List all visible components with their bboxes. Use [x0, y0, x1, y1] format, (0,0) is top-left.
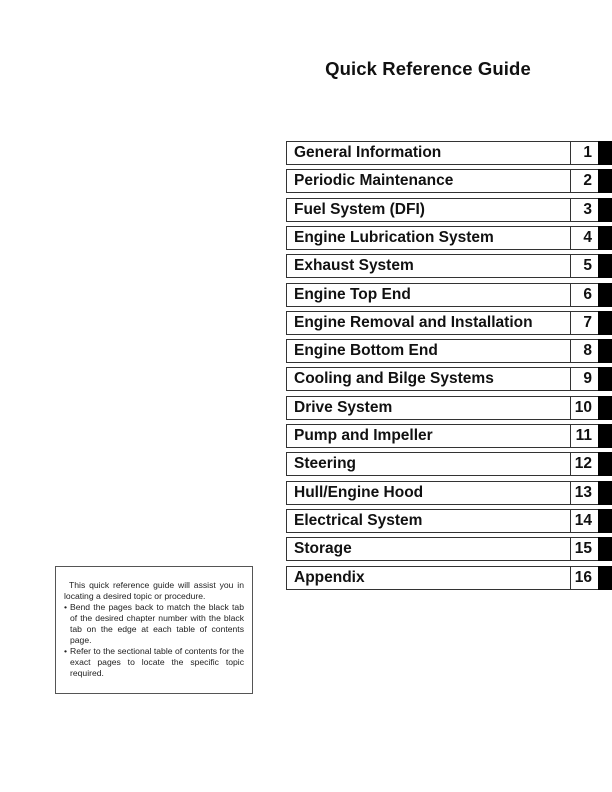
usage-note-box: [55, 566, 253, 694]
chapter-title: Engine Removal and Installation: [294, 313, 533, 331]
chapter-title: Appendix: [294, 568, 365, 586]
chapter-title: Fuel System (DFI): [294, 200, 425, 218]
chapter-row[interactable]: [286, 254, 612, 278]
chapter-row[interactable]: [286, 367, 612, 391]
black-tab-marker: [598, 198, 612, 222]
black-tab-marker: [598, 367, 612, 391]
black-tab-marker: [598, 254, 612, 278]
black-tab-marker: [598, 339, 612, 363]
chapter-row[interactable]: [286, 424, 612, 448]
chapter-row[interactable]: [286, 311, 612, 335]
chapter-number: 5: [583, 257, 592, 275]
chapter-row[interactable]: [286, 169, 612, 193]
chapter-row[interactable]: [286, 566, 612, 590]
black-tab-marker: [598, 226, 612, 250]
chapter-title: Exhaust System: [294, 257, 414, 275]
chapter-title: Pump and Impeller: [294, 427, 433, 444]
black-tab-marker: [598, 169, 612, 193]
chapter-row[interactable]: [286, 452, 612, 476]
chapter-number: 8: [583, 342, 592, 360]
chapter-number: 2: [583, 172, 592, 190]
black-tab-marker: [598, 424, 612, 448]
black-tab-marker: [598, 481, 612, 505]
black-tab-marker: [598, 141, 612, 165]
chapter-title: Engine Lubrication System: [294, 228, 494, 246]
chapter-number: 16: [574, 568, 592, 586]
chapter-row[interactable]: [286, 283, 612, 307]
chapter-title: Cooling and Bilge Systems: [294, 370, 494, 388]
chapter-number: 9: [583, 370, 592, 388]
note-bullet: • Bend the pages back to match the black tab of the desired chapter number with the black tab on the edge at each table of contents page.: [64, 602, 244, 646]
chapter-title: Drive System: [294, 398, 393, 416]
chapter-title: Storage: [294, 540, 352, 558]
black-tab-marker: [598, 537, 612, 561]
chapter-number: 3: [583, 200, 592, 218]
chapter-title: General Information: [294, 144, 442, 161]
chapter-number: 7: [583, 313, 592, 331]
chapter-number: 11: [575, 427, 592, 444]
chapter-number: 6: [583, 285, 592, 303]
chapter-row[interactable]: [286, 141, 612, 165]
black-tab-marker: [598, 566, 612, 590]
chapter-number: 14: [574, 511, 592, 529]
chapter-row[interactable]: [286, 396, 612, 420]
chapter-row[interactable]: [286, 481, 612, 505]
chapter-row[interactable]: [286, 509, 612, 533]
chapter-title: Steering: [294, 455, 357, 473]
note-intro: This quick reference guide will assist you in locating a desired topic or procedure.: [64, 580, 244, 601]
chapter-title: Periodic Maintenance: [294, 172, 454, 190]
chapter-row[interactable]: [286, 537, 612, 561]
chapter-title: Electrical System: [294, 511, 423, 529]
chapter-number: 1: [583, 144, 592, 161]
black-tab-marker: [598, 396, 612, 420]
chapter-number: 10: [574, 398, 592, 416]
chapter-number: 4: [583, 228, 592, 246]
page-title: Quick Reference Guide: [325, 58, 531, 79]
chapter-row[interactable]: [286, 339, 612, 363]
chapter-number: 13: [574, 483, 592, 501]
chapter-row[interactable]: [286, 226, 612, 250]
chapter-number: 12: [574, 455, 592, 473]
chapter-title: Engine Bottom End: [294, 342, 438, 360]
chapter-number: 15: [574, 540, 592, 558]
chapter-title: Hull/Engine Hood: [294, 483, 424, 501]
black-tab-marker: [598, 509, 612, 533]
black-tab-marker: [598, 311, 612, 335]
chapter-title: Engine Top End: [294, 285, 411, 303]
note-bullet: • Refer to the sectional table of contents for the exact pages to locate the specific topic required.: [64, 646, 244, 679]
chapter-row[interactable]: [286, 198, 612, 222]
black-tab-marker: [598, 452, 612, 476]
black-tab-marker: [598, 283, 612, 307]
